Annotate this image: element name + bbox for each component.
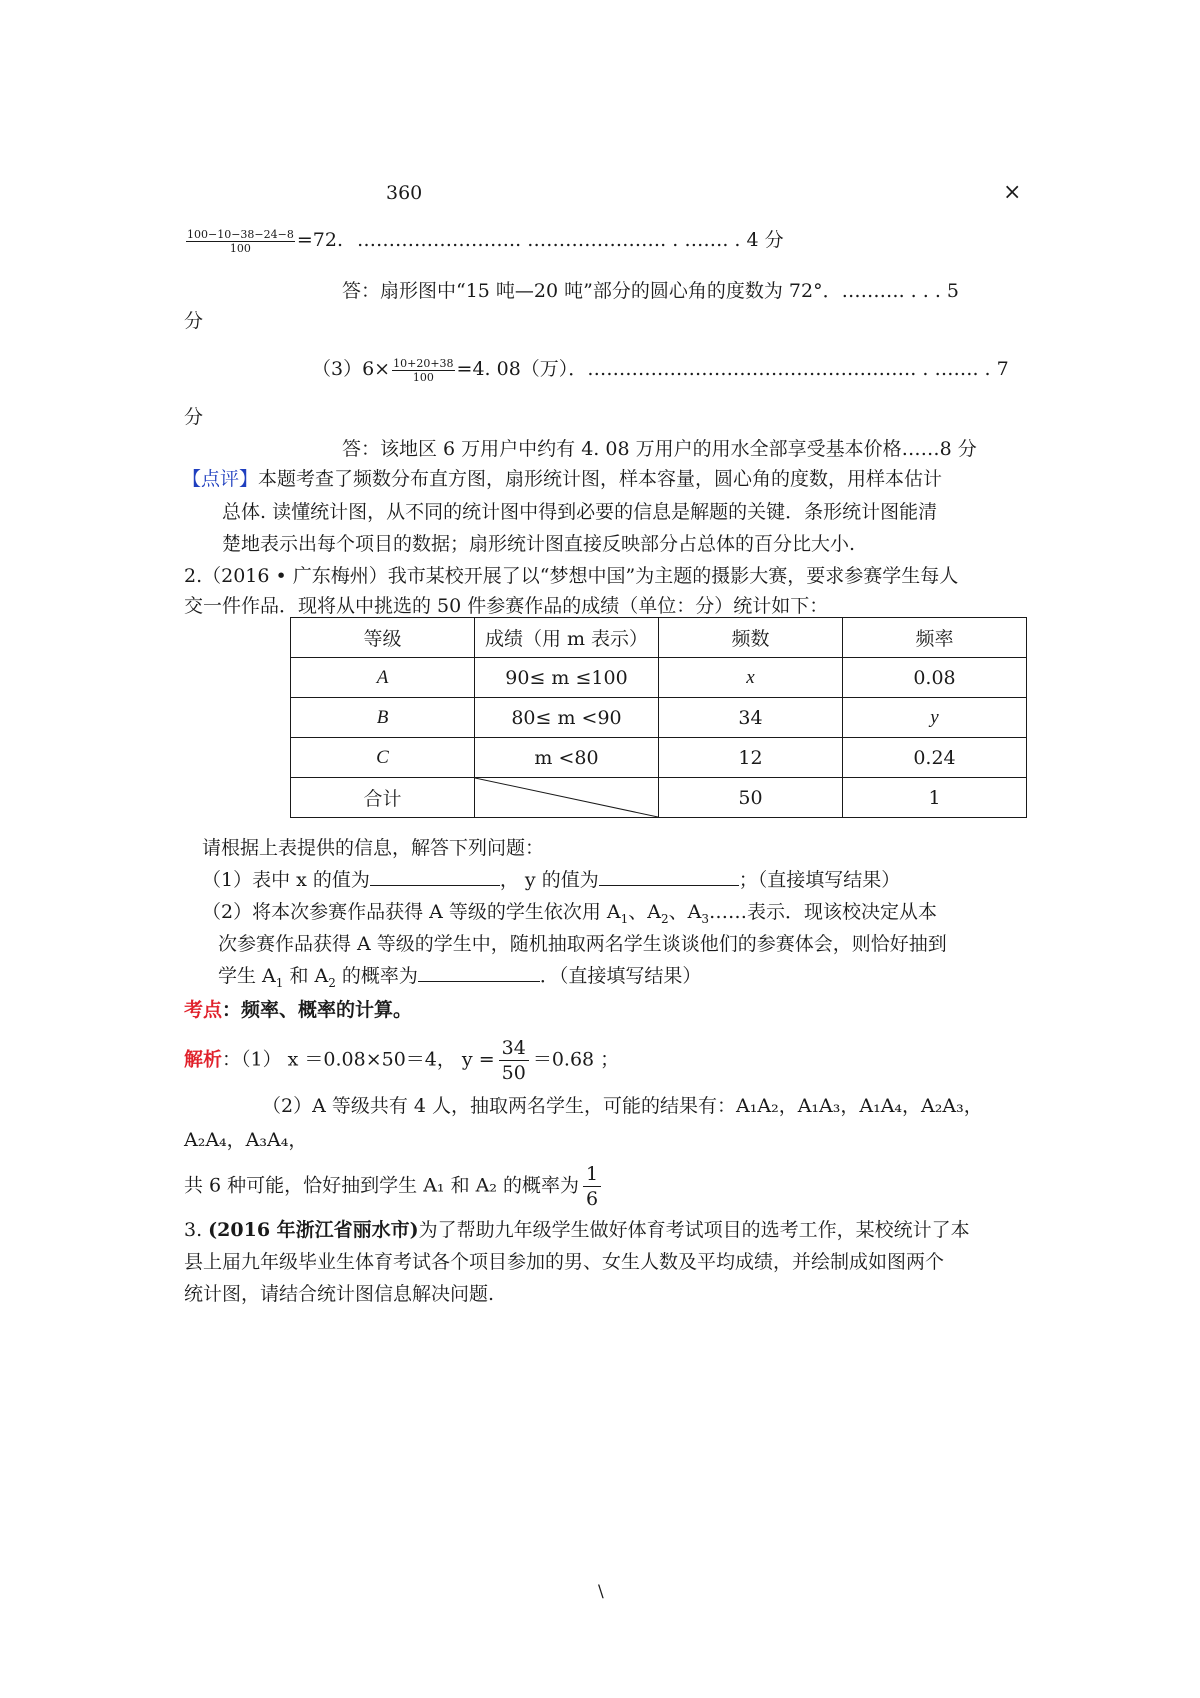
table-cell: A (291, 658, 475, 698)
table-row (291, 738, 1027, 778)
question-3-text-1: 为了帮助九年级学生做好体育考试项目的选考工作，某校统计了本 (418, 1219, 970, 1241)
calc-result: =72. (296, 229, 343, 251)
table-header: 频率 (843, 618, 1027, 658)
review-line-1 (182, 465, 1028, 493)
answer-line-2: 答：该地区 6 万用户中约有 4. 08 万用户的用水全部享受基本价格……8 分 (342, 438, 977, 460)
jiexi-text-c: 共 6 种可能，恰好抽到学生 A₁ 和 A₂ 的概率为 (184, 1174, 580, 1197)
part-2-text-e: 学生 A (218, 965, 276, 987)
jiexi-text-a: ：（1） x ＝0.08×50＝4， y = (222, 1048, 495, 1071)
table-cell: 合计 (291, 778, 475, 818)
kaodian-label: 考点 (184, 999, 223, 1021)
review-text-1: 本题考查了频数分布直方图，扇形统计图，样本容量，圆心角的度数，用样本估计 (258, 468, 943, 490)
jiexi-label: 解析 (184, 1048, 223, 1071)
fraction-34-50 (499, 1036, 529, 1085)
question-2-line-1: 2.（2016 • 广东梅州）我市某校开展了以“梦想中国”为主题的摄影大赛，要求参赛学生每人 (184, 565, 959, 587)
footer-mark: \ (598, 1582, 604, 1602)
table-cell: 0.08 (843, 658, 1027, 698)
fraction-denominator: 100 (229, 241, 251, 255)
part-1-text-b: ， y 的值为 (499, 869, 599, 891)
table-cell: y (843, 698, 1027, 738)
question-3-source: (2016 年浙江省丽水市) (208, 1219, 419, 1241)
calc-line-1 (184, 226, 1030, 255)
question-2-intro: 请根据上表提供的信息，解答下列问题： (202, 837, 545, 859)
table-cell: 90≤ m ≤100 (475, 658, 659, 698)
question-2-part-1 (202, 866, 1048, 894)
fraction-numerator: 1 (583, 1162, 601, 1187)
jiexi-line (184, 1036, 1030, 1092)
jiexi-part-3 (184, 1162, 1030, 1218)
part-1-text-a: （1）表中 x 的值为 (202, 869, 370, 891)
question-2-part-2-line-3: 学生 $A_1$ 和 $A_2$ 的概率为 ．（直接填写结果） (218, 965, 702, 990)
table-row (291, 778, 1027, 818)
table-cell: 12 (659, 738, 843, 778)
calc-line-3 (312, 354, 1009, 384)
fraction-denominator: 6 (586, 1188, 599, 1210)
part-1-text-c: ；（直接填写结果） (738, 869, 901, 891)
table-cell: 50 (659, 778, 843, 818)
table-cell: 1 (843, 778, 1027, 818)
question-3-line-2: 县上届九年级毕业生体育考试各个项目参加的男、女生人数及平均成绩，并绘制成如图两个 (184, 1251, 945, 1273)
header-number: 360 (386, 182, 423, 204)
calc-line-3-wrap: 分 (184, 406, 204, 428)
fraction-1-6 (583, 1162, 601, 1211)
part-2-text-c: 、A (668, 901, 702, 923)
jiexi-text-b: ＝0.68 ； (532, 1048, 620, 1071)
diagonal-line (475, 778, 658, 817)
kaodian-text: ：频率、概率的计算。 (222, 999, 413, 1021)
score-dots: …………………….. …………………. . ……. . 4 分 (357, 229, 784, 251)
fraction-numerator: 34 (499, 1036, 529, 1061)
table-row (291, 658, 1027, 698)
calc-result: =4. 08（万）．……………………………………………. . ……. . 7 (456, 358, 1009, 380)
fraction-numerator: 10+20+38 (393, 356, 454, 370)
answer-blank-x[interactable] (370, 867, 500, 886)
fraction-denominator: 100 (412, 370, 434, 384)
answer-line-1-wrap: 分 (184, 310, 204, 332)
score-table (290, 617, 1027, 818)
question-3-number: 3. (184, 1219, 209, 1241)
question-2-line-2: 交一件作品．现将从中挑选的 50 件参赛作品的成绩（单位：分）统计如下： (184, 595, 829, 617)
jiexi-part-2-wrap: A₂A₄，A₃A₄， (184, 1129, 308, 1151)
fraction-angle (186, 228, 295, 255)
table-header: 成绩（用 m 表示） (475, 618, 659, 658)
question-3-line-1 (184, 1216, 1030, 1244)
question-2-part-2-line-1: （2）将本次参赛作品获得 A 等级的学生依次用 $A_1$、$A_2$、$A_3\dots\dots$表示．现该校决定从本 (202, 901, 938, 926)
review-label: 【点评】 (182, 468, 259, 490)
table-cell: B (291, 698, 475, 738)
table-row (291, 698, 1027, 738)
fraction-households (392, 357, 454, 384)
part-2-text-a: （2）将本次参赛作品获得 A 等级的学生依次用 A (202, 901, 621, 923)
fraction-numerator: 100−10−38−24−8 (187, 227, 294, 241)
table-header: 等级 (291, 618, 475, 658)
part-2-text-h: ．（直接填写结果） (539, 965, 702, 987)
table-cell: C (291, 738, 475, 778)
header-times-mark: × (1003, 180, 1022, 205)
part-2-text-f: 和 A (283, 965, 329, 987)
answer-blank-probability[interactable] (418, 963, 540, 982)
review-line-3: 楚地表示出每个项目的数据；扇形统计图直接反映部分占总体的百分比大小. (222, 533, 856, 555)
table-header-row (291, 618, 1027, 658)
part-2-text-g: 的概率为 (335, 965, 418, 987)
table-cell: m <80 (475, 738, 659, 778)
answer-line-1: 答：扇形图中“15 吨—20 吨”部分的圆心角的度数为 72°．………. . . . 5 (342, 280, 959, 302)
table-cell: 0.24 (843, 738, 1027, 778)
part-2-text-b: 、A (628, 901, 662, 923)
calc-prefix: （3）6× (312, 358, 391, 380)
review-line-2: 总体. 读懂统计图，从不同的统计图中得到必要的信息是解题的关键．条形统计图能清 (222, 501, 938, 523)
jiexi-part-2: （2）A 等级共有 4 人，抽取两名学生，可能的结果有：A₁A₂，A₁A₃，A₁A₄，A₂A₃， (262, 1095, 983, 1117)
question-2-part-2-line-2: 次参赛作品获得 A 等级的学生中，随机抽取两名学生谈谈他们的参赛体会，则恰好抽到 (218, 933, 947, 955)
table-cell: 34 (659, 698, 843, 738)
table-cell: x (659, 658, 843, 698)
part-2-text-d: ……表示．现该校决定从本 (709, 901, 938, 923)
question-3-line-3: 统计图，请结合统计图信息解决问题. (184, 1283, 495, 1305)
answer-blank-y[interactable] (599, 867, 739, 886)
table-cell-diagonal (475, 778, 659, 818)
fraction-denominator: 50 (501, 1062, 526, 1084)
table-header: 频数 (659, 618, 843, 658)
kaodian-line (184, 996, 1030, 1024)
table-cell: 80≤ m <90 (475, 698, 659, 738)
